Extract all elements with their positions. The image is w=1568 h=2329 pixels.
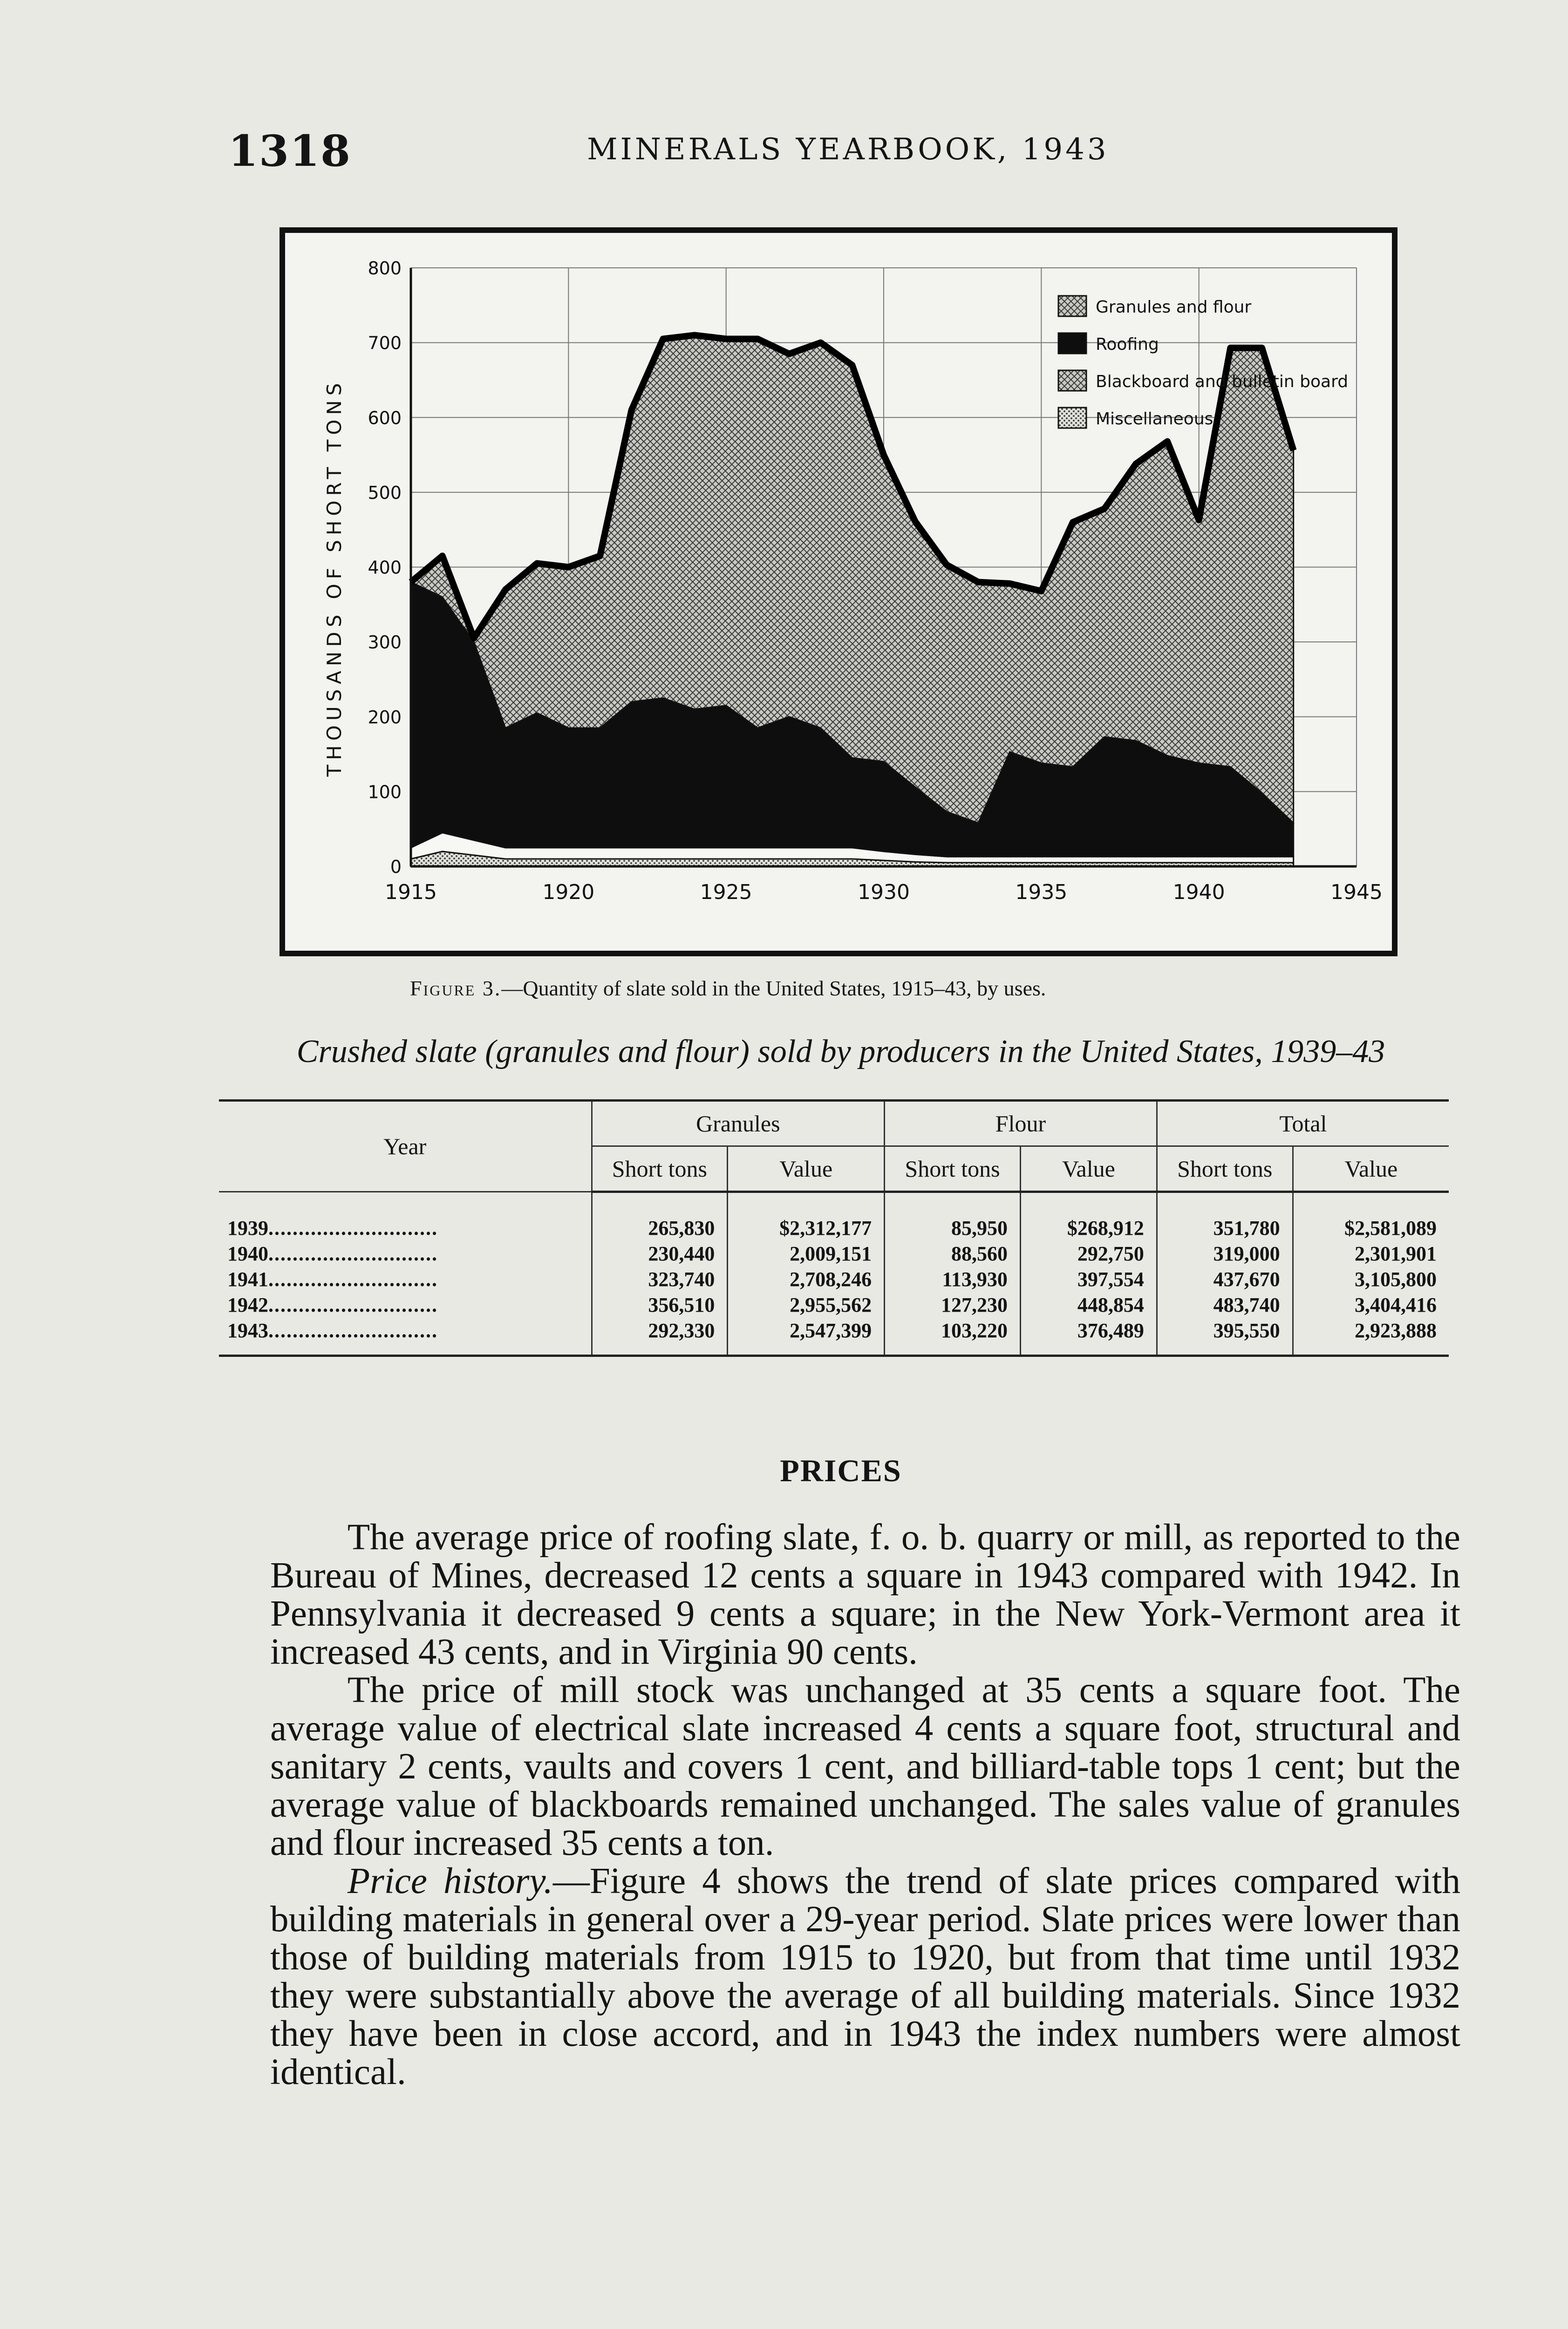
sub-header: Value [1020, 1146, 1157, 1192]
x-tick-label: 1945 [1330, 880, 1383, 904]
legend-label: Granules and flour [1096, 298, 1252, 317]
table-cell: 88,560 [885, 1241, 1021, 1267]
x-tick-label: 1925 [700, 880, 752, 904]
sub-header: Value [728, 1146, 885, 1192]
y-tick-label: 0 [390, 857, 402, 877]
year-header: Year [219, 1101, 592, 1192]
year-cell: 1940............................ [227, 1242, 438, 1265]
sub-header: Value [1293, 1146, 1449, 1192]
table-row [219, 1241, 1449, 1267]
x-tick-label: 1920 [542, 880, 595, 904]
paragraph [270, 1862, 1460, 2091]
table-cell: 323,740 [592, 1267, 728, 1292]
table-cell: 395,550 [1157, 1318, 1293, 1356]
table-cell: 265,830 [592, 1192, 728, 1241]
figure-label: Figure 3. [410, 976, 502, 1000]
y-tick-label: 800 [368, 258, 402, 279]
legend-label: Blackboard and bulletin board [1096, 372, 1349, 391]
table-row [219, 1267, 1449, 1292]
page-header [228, 126, 1393, 177]
y-tick-label: 200 [368, 707, 402, 728]
table-cell: 319,000 [1157, 1241, 1293, 1267]
legend-swatch [1058, 296, 1086, 316]
year-cell: 1941............................ [227, 1268, 438, 1291]
table-cell: 448,854 [1020, 1292, 1157, 1318]
x-tick-label: 1935 [1015, 880, 1068, 904]
y-tick-label: 700 [368, 333, 402, 354]
y-tick-label: 500 [368, 482, 402, 503]
table-cell: $2,312,177 [728, 1192, 885, 1241]
legend [1058, 296, 1348, 429]
crushed-slate-table [219, 1099, 1449, 1357]
prices-body [270, 1519, 1460, 2091]
table-cell: 3,404,416 [1293, 1292, 1449, 1318]
y-tick-label: 300 [368, 632, 402, 653]
table-cell: $268,912 [1020, 1192, 1157, 1241]
group-header-granules: Granules [592, 1101, 885, 1146]
year-cell: 1943............................ [219, 1318, 592, 1356]
table-title: Crushed slate (granules and flour) sold by producers in the United States, 1939–43 [296, 1034, 1385, 1069]
table-cell: $2,581,089 [1293, 1192, 1449, 1241]
table-cell: 85,950 [885, 1192, 1021, 1241]
table-cell: 2,301,901 [1293, 1241, 1449, 1267]
paragraph: The average price of roofing slate, f. o. b. quarry or mill, as reported to the Bureau of Mines, decreased 12 cents a square in 1943 compared with 1942. In Pennsylvania it decreased 9 cents a square; in the New York-Vermont area it increased 43 cents, and in Virginia 90 cents. [270, 1517, 1460, 1672]
table-cell: 356,510 [592, 1292, 728, 1318]
paragraph-text: —Figure 4 shows the trend of slate prices compared with building materials in general over a 29-year period. Slate prices were lower than those of building materials from 1915 to 1920, but from that time until 1932 they were substantially above the average of all building materials. Since 1932 they have been in close accord, and in 1943 the index numbers were almost identical. [270, 1861, 1460, 2092]
table-cell: 437,670 [1157, 1267, 1293, 1292]
table-cell: 2,923,888 [1293, 1318, 1449, 1356]
table-cell: 292,750 [1020, 1241, 1157, 1267]
table-cell: 483,740 [1157, 1292, 1293, 1318]
table-cell: 127,230 [885, 1292, 1021, 1318]
figure-caption [410, 976, 1046, 1001]
table-cell: 2,955,562 [728, 1292, 885, 1318]
x-tick-label: 1915 [385, 880, 437, 904]
figure-3-chart [280, 227, 1398, 956]
y-tick-label: 600 [368, 408, 402, 429]
sub-header: Short tons [885, 1146, 1021, 1192]
group-header-total: Total [1157, 1101, 1449, 1146]
year-cell: 1939............................ [227, 1216, 438, 1239]
legend-swatch [1058, 370, 1086, 391]
legend-label: Roofing [1096, 335, 1159, 354]
table-row [219, 1318, 1449, 1356]
table-cell: 351,780 [1157, 1192, 1293, 1241]
table-cell: 2,547,399 [728, 1318, 885, 1356]
y-tick-label: 400 [368, 557, 402, 578]
table-cell: 230,440 [592, 1241, 728, 1267]
table-cell: 376,489 [1020, 1318, 1157, 1356]
run-in-heading: Price history. [347, 1861, 553, 1901]
x-tick-label: 1930 [858, 880, 910, 904]
table-cell: 3,105,800 [1293, 1267, 1449, 1292]
table-row [219, 1292, 1449, 1318]
page-number: 1318 [228, 126, 352, 176]
figure-caption-text: —Quantity of slate sold in the United States, 1915–43, by uses. [501, 976, 1046, 1000]
year-cell: 1942............................ [227, 1294, 438, 1316]
y-axis-label: THOUSANDS OF SHORT TONS [323, 378, 346, 777]
table-cell: 397,554 [1020, 1267, 1157, 1292]
legend-label: Miscellaneous [1096, 409, 1213, 429]
legend-swatch [1058, 408, 1086, 428]
paragraph: The price of mill stock was unchanged at 35 cents a square foot. The average value of electrical slate increased 4 cents a square foot, structural and sanitary 2 cents, vaults and covers 1 cent, and billiard-table tops 1 cent; but the average value of blackboards remained unchanged. The sales value of granules and flour increased 35 cents a ton. [270, 1670, 1460, 1863]
table-cell: 2,009,151 [728, 1241, 885, 1267]
legend-swatch [1058, 333, 1086, 354]
x-tick-label: 1940 [1173, 880, 1225, 904]
stacked-area-chart [285, 233, 1392, 951]
y-tick-label: 100 [368, 782, 402, 803]
sub-header: Short tons [1157, 1146, 1293, 1192]
table-cell: 292,330 [592, 1318, 728, 1356]
sub-header: Short tons [592, 1146, 728, 1192]
group-header-flour: Flour [885, 1101, 1157, 1146]
table-cell: 103,220 [885, 1318, 1021, 1356]
prices-heading: PRICES [780, 1453, 902, 1488]
table-cell: 2,708,246 [728, 1267, 885, 1292]
table-cell: 113,930 [885, 1267, 1021, 1292]
running-title: MINERALS YEARBOOK, 1943 [587, 132, 1109, 167]
table-row [219, 1192, 1449, 1241]
